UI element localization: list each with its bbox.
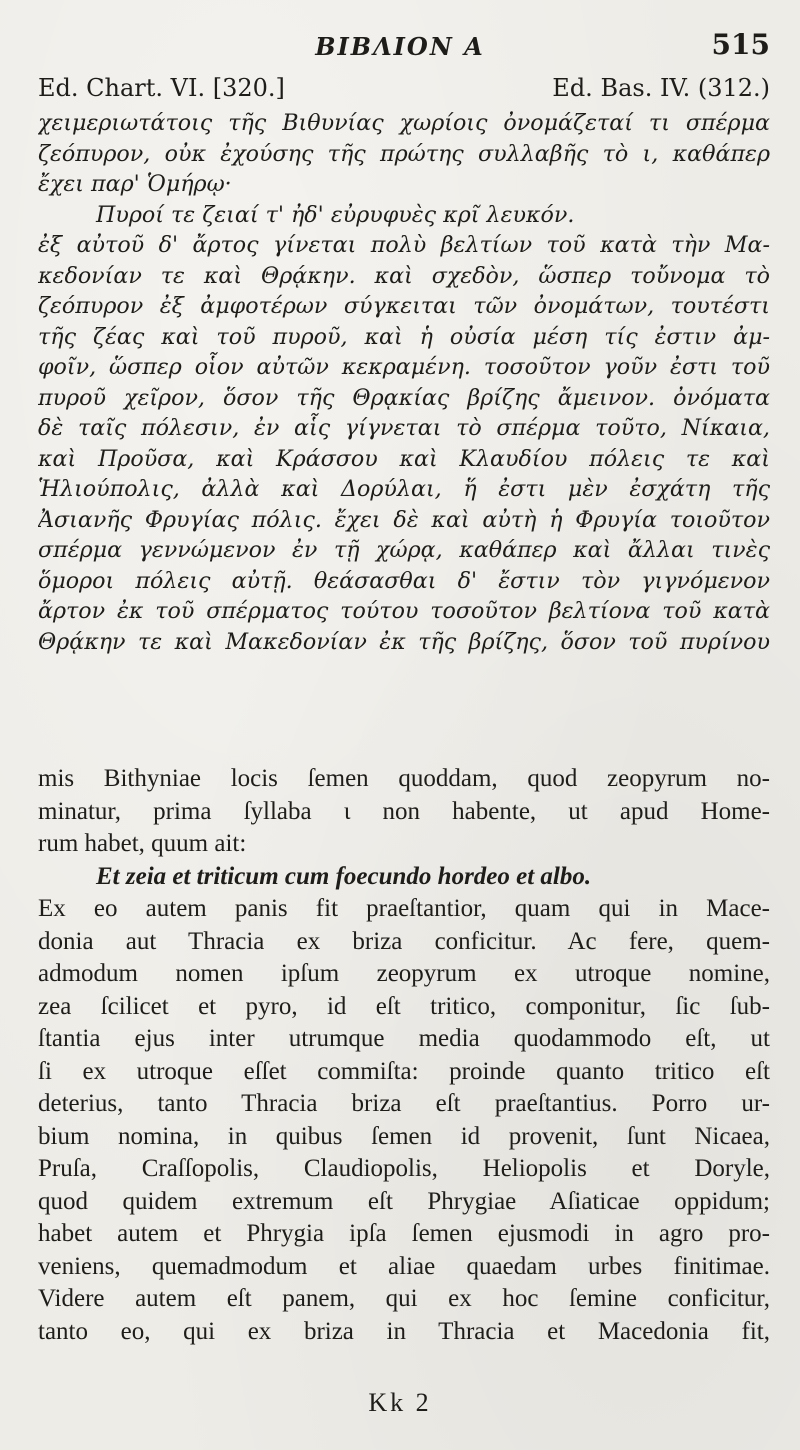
- edition-references: [38, 74, 770, 108]
- latin-line: quod quidem extremum eſt Phrygiae Aſiaticae oppidum;: [38, 1187, 770, 1215]
- edition-basel: Ed. Bas. IV. (312.): [552, 74, 770, 102]
- greek-line: φοῖν, ὥσπερ οἷον αὐτῶν κεκραμένη. τοσοῦτον γοῦν ἐστι τοῦ: [38, 354, 770, 380]
- greek-line: ζεόπυρον ἐξ ἀμφοτέρων σύγκειται τῶν ὀνομάτων, τουτέστι: [38, 293, 770, 319]
- greek-line: σπέρμα γεννώμενον ἐν τῇ χώρᾳ, καθάπερ καὶ ἄλλαι τινὲς: [38, 537, 770, 563]
- greek-line: ἔχει παρ' Ὁμήρῳ·: [38, 171, 232, 197]
- latin-line: Pruſa, Craſſopolis, Claudiopolis, Heliopolis et Doryle,: [38, 1155, 770, 1182]
- latin-line: tanto eo, qui ex briza in Thracia et Macedonia fit,: [38, 1317, 770, 1345]
- latin-line: donia aut Thracia ex briza conficitur. Ac fere, quem-: [38, 927, 770, 955]
- latin-line: minatur, prima ſyllaba ι non habente, ut apud Home-: [38, 797, 770, 825]
- page-number: 515: [711, 28, 770, 61]
- latin-line: bium nomina, in quibus ſemen id provenit, ſunt Nicaea,: [38, 1122, 770, 1150]
- greek-line: χειμεριωτάτοις τῆς Βιθυνίας χωρίοις ὀνομάζεταί τι σπέρμα: [38, 110, 770, 136]
- greek-line: ζεόπυρον, οὐκ ἐχούσης τῆς πρώτης συλλαβῆς τὸ ι, καθάπερ: [38, 140, 770, 167]
- running-title: BIBΛΙΟΝ Α: [315, 32, 485, 61]
- greek-line: Θρᾴκην τε καὶ Μακεδονίαν ἐκ τῆς βρίζης, ὅσον τοῦ πυρίνου: [38, 628, 770, 655]
- latin-line: Videre autem eſt panem, qui ex hoc ſemine conficitur,: [38, 1285, 770, 1312]
- greek-line: Ἡλιούπολις, ἀλλὰ καὶ Δορύλαι, ἥ ἐστι μὲν ἐσχάτη τῆς: [38, 476, 770, 502]
- greek-line: Ἀσιανῆς Φρυγίας πόλις. ἔχει δὲ καὶ αὐτὴ ἡ Φρυγία τοιοῦτον: [38, 506, 770, 533]
- greek-line: ὅμοροι πόλεις αὐτῇ. θεάσασθαι δ' ἔστιν τὸν γιγνόμενον: [38, 567, 770, 594]
- latin-line: veniens, quemadmodum et aliae quaedam urbes finitimae.: [38, 1252, 770, 1280]
- latin-line: mis Bithyniae locis ſemen quoddam, quod zeopyrum no-: [38, 765, 770, 792]
- latin-line: ſtantia ejus inter utrumque media quodammodo eſt, ut: [38, 1025, 770, 1052]
- latin-line: rum habet, quum ait:: [38, 830, 247, 857]
- greek-text-block: [38, 108, 770, 657]
- latin-text-block: [38, 763, 770, 1348]
- greek-line: ἐξ αὐτοῦ δ' ἄρτος γίνεται πολὺ βελτίων τοῦ κατὰ τὴν Μα-: [38, 232, 770, 258]
- greek-line: δὲ ταῖς πόλεσιν, ἐν αἷς γίγνεται τὸ σπέρμα τοῦτο, Νίκαια,: [38, 415, 770, 441]
- latin-line: deterius, tanto Thracia briza eſt praeſtantius. Porro ur-: [38, 1090, 770, 1117]
- greek-line: ἄρτον ἐκ τοῦ σπέρματος τούτου τοσοῦτον βελτίονα τοῦ κατὰ: [38, 598, 770, 624]
- latin-line: habet autem et Phrygia ipſa ſemen ejusmodi in agro pro-: [38, 1220, 770, 1247]
- greek-homer-quote: Πυροί τε ζειαί τ' ἠδ' εὐρυφυὲς κρῖ λευκόν.: [96, 201, 575, 228]
- printer-signature: Kk 2: [368, 1388, 432, 1417]
- latin-line: admodum nomen ipſum zeopyrum ex utroque nomine,: [38, 960, 770, 987]
- greek-line: τῆς ζέας καὶ τοῦ πυροῦ, καὶ ἡ οὐσία μέση τίς ἐστιν ἀμ-: [38, 323, 770, 350]
- latin-line: zea ſcilicet et pyro, id eſt tritico, componitur, ſic ſub-: [38, 992, 770, 1020]
- running-head: [0, 28, 800, 68]
- latin-homer-quote: Et zeia et triticum cum foecundo hordeo et albo.: [96, 862, 592, 890]
- latin-line: Ex eo autem panis fit praeſtantior, quam qui in Mace-: [38, 895, 770, 922]
- greek-line: κεδονίαν τε καὶ Θρᾴκην. καὶ σχεδὸν, ὥσπερ τοὔνομα τὸ: [38, 262, 770, 289]
- edition-chartier: Ed. Chart. VI. [320.]: [38, 74, 285, 102]
- latin-line: ſi ex utroque eſſet commiſta: proinde quanto tritico eſt: [38, 1057, 770, 1085]
- greek-line: πυροῦ χεῖρον, ὅσον τῆς Θρᾳκίας βρίζης ἄμεινον. ὀνόματα: [38, 384, 770, 411]
- greek-line: καὶ Προῦσα, καὶ Κράσσου καὶ Κλαυδίου πόλεις τε καὶ: [38, 445, 770, 472]
